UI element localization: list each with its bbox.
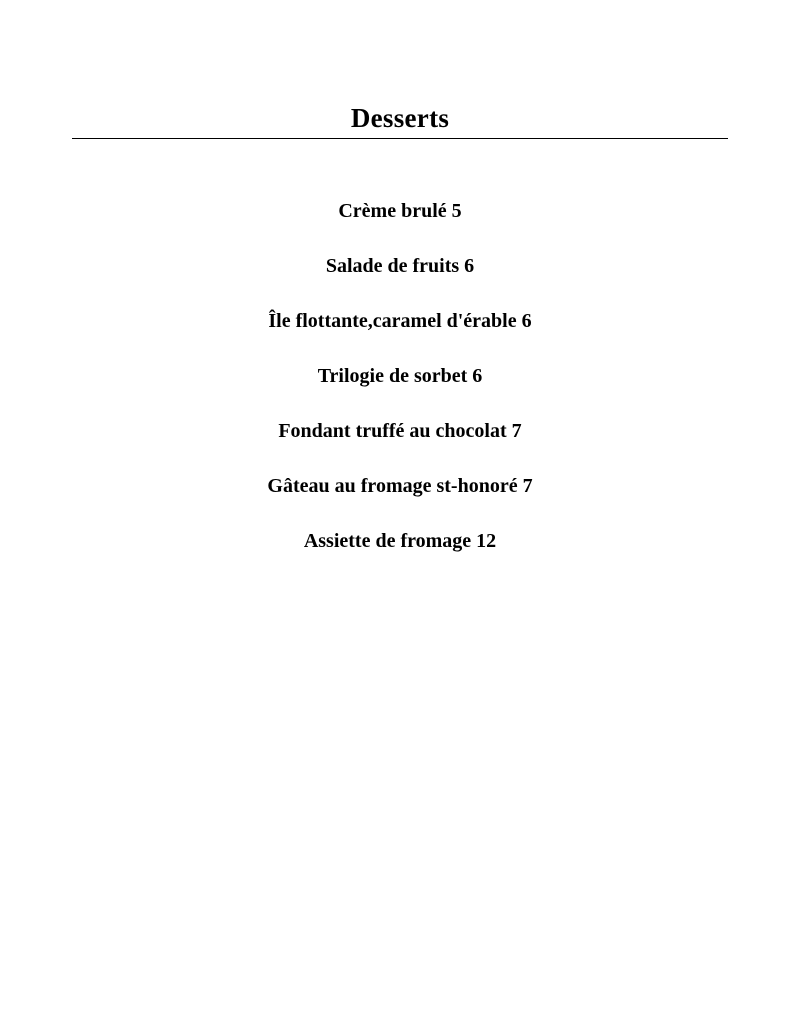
title-divider (72, 138, 728, 139)
list-item: Gâteau au fromage st-honoré 7 (267, 475, 533, 497)
page-title: Desserts (350, 103, 450, 133)
list-item: Crème brulé 5 (338, 200, 462, 222)
list-item: Trilogie de sorbet 6 (317, 365, 483, 387)
list-item: Assiette de fromage 12 (303, 530, 497, 552)
list-item: Île flottante,caramel d'érable 6 (268, 310, 532, 332)
list-item: Fondant truffé au chocolat 7 (278, 420, 522, 442)
dessert-list (0, 200, 800, 585)
list-item: Salade de fruits 6 (325, 255, 475, 277)
